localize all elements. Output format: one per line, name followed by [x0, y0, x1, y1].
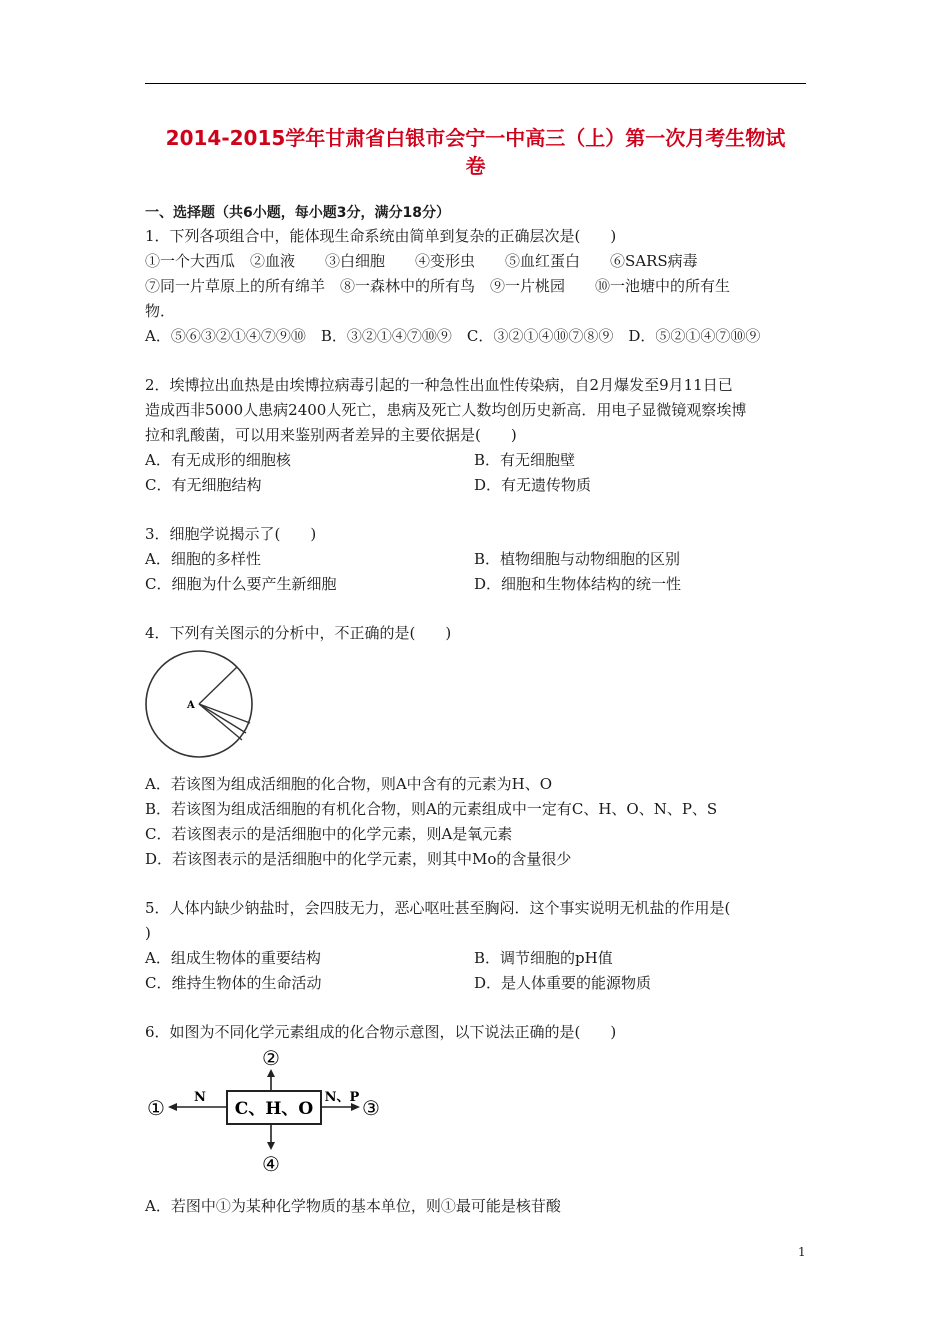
top-compound-number: ②: [262, 1046, 280, 1070]
q2-option-d: D．有无遗传物质: [474, 476, 592, 494]
q2-option-b: B．有无细胞壁: [474, 451, 576, 469]
q1-items-line-2: ⑦同一片草原上的所有绵羊 ⑧一森林中的所有鸟 ⑨一片桃园 ⑩一池塘中的所有生: [145, 277, 731, 295]
q1-items-line-3: 物．: [145, 302, 176, 320]
q1-stem: 1．下列各项组合中，能体现生命系统由简单到复杂的正确层次是( ): [145, 227, 617, 245]
q2-option-a: A．有无成形的细胞核: [145, 451, 291, 469]
right-compound-number: ③: [362, 1096, 380, 1120]
q4-option-b: B．若该图为组成活细胞的有机化合物，则A的元素组成中一定有C、H、O、N、P、S: [145, 800, 718, 818]
bottom-compound-number: ④: [262, 1152, 280, 1176]
bottom-arrowhead: [267, 1142, 275, 1150]
q2-stem-line-3: 拉和乳酸菌，可以用来鉴别两者差异的主要依据是( ): [145, 426, 517, 444]
section-heading: 一、选择题（共6小题，每小题3分，满分18分）: [145, 205, 450, 221]
q1-options: A．⑤⑥③②①④⑦⑨⑩ B．③②①④⑦⑩⑨ C．③②①④⑩⑦⑧⑨ D．⑤②①④⑦⑩⑨: [145, 327, 761, 345]
left-arrow-label: N: [194, 1090, 206, 1105]
right-arrow-label: N、P: [324, 1090, 360, 1105]
q6-element-diagram: [140, 1045, 390, 1177]
q2-stem-line-1: 2．埃博拉出血热是由埃博拉病毒引起的一种急性出血性传染病，自2月爆发至9月11日已: [145, 376, 733, 394]
q1-items-line-1: ①一个大西瓜 ②血液 ③白细胞 ④变形虫 ⑤血红蛋白 ⑥SARS病毒: [145, 252, 698, 270]
q4-option-d: D．若该图表示的是活细胞中的化学元素，则其中Mo的含量很少: [145, 850, 572, 868]
header-rule: [145, 83, 806, 84]
q3-stem: 3．细胞学说揭示了( ): [145, 525, 317, 543]
q5-option-a: A．组成生物体的重要结构: [145, 949, 321, 967]
q2-stem-line-2: 造成西非5000人患病2400人死亡，患病及死亡人数均创历史新高．用电子显微镜观察埃博: [145, 401, 747, 419]
q6-option-a: A．若图中①为某种化学物质的基本单位，则①最可能是核苷酸: [145, 1197, 561, 1215]
q3-option-d: D．细胞和生物体结构的统一性: [474, 575, 682, 593]
q3-option-b: B．植物细胞与动物细胞的区别: [474, 550, 681, 568]
top-arrowhead: [267, 1069, 275, 1077]
q5-stem-line-1: 5．人体内缺少钠盐时，会四肢无力，恶心呕吐甚至胸闷．这个事实说明无机盐的作用是(: [145, 899, 731, 917]
q5-stem-line-2: ): [145, 924, 151, 942]
center-label: C、H、O: [234, 1099, 314, 1119]
page-title: [145, 124, 806, 180]
q4-stem: 4．下列有关图示的分析中，不正确的是( ): [145, 624, 452, 642]
title-line-2: 卷: [465, 154, 486, 178]
q4-option-c: C．若该图表示的是活细胞中的化学元素，则A是氧元素: [145, 825, 513, 843]
q2-option-c: C．有无细胞结构: [145, 476, 262, 494]
q5-option-b: B．调节细胞的pH值: [474, 949, 613, 967]
q5-option-d: D．是人体重要的能源物质: [474, 974, 652, 992]
q3-option-a: A．细胞的多样性: [145, 550, 261, 568]
left-compound-number: ①: [147, 1096, 165, 1120]
pie-label-a: A: [187, 700, 195, 711]
q3-option-c: C．细胞为什么要产生新细胞: [145, 575, 337, 593]
q5-option-c: C．维持生物体的生命活动: [145, 974, 322, 992]
page-number: 1: [798, 1245, 806, 1259]
q6-stem: 6．如图为不同化学元素组成的化合物示意图，以下说法正确的是( ): [145, 1023, 617, 1041]
q4-pie-figure: [140, 648, 260, 764]
title-line-1: 2014-2015学年甘肃省白银市会宁一中高三（上）第一次月考生物试: [165, 126, 786, 150]
q4-option-a: A．若该图为组成活细胞的化合物，则A中含有的元素为H、O: [145, 775, 553, 793]
left-arrowhead: [168, 1103, 177, 1111]
